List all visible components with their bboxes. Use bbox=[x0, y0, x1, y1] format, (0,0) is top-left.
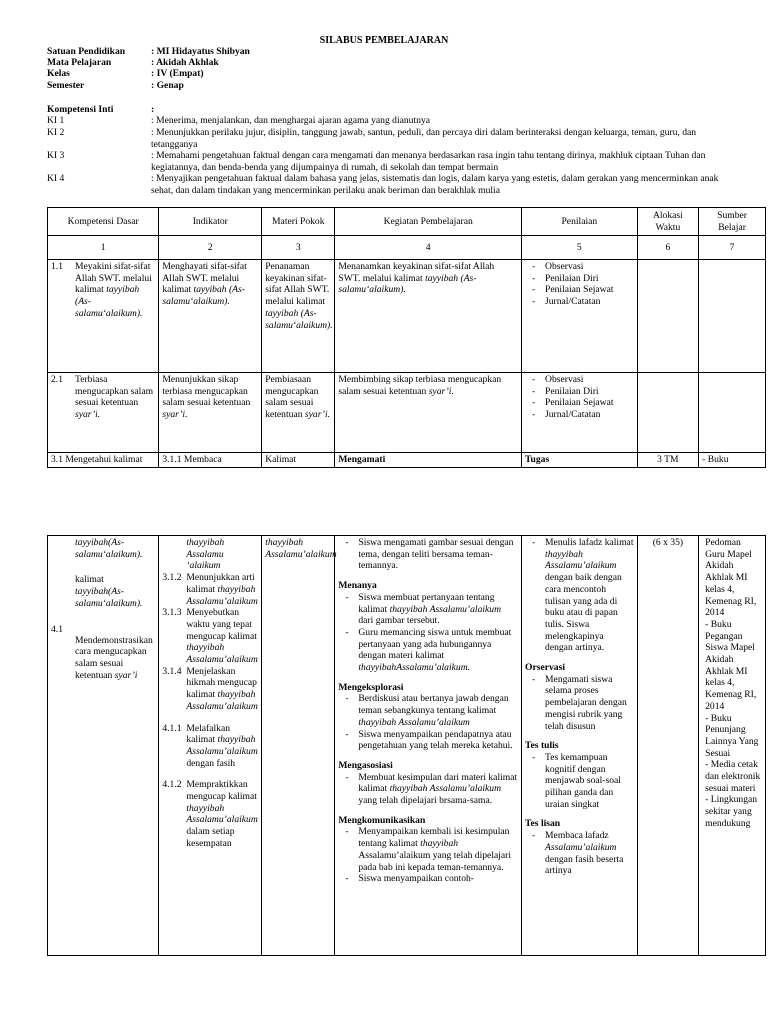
list-item: - Siswa membuat pertanyaan tentang kalimat thayyibah Assalamu’alaikum dari gambar tersebut. bbox=[358, 592, 518, 627]
materi-cell: Pembiasaan mengucapkan salam sesuai ketentuan syar’i. bbox=[262, 373, 335, 453]
header-sumber: Sumber Belajar bbox=[699, 208, 766, 236]
col-num-7: 7 bbox=[699, 236, 766, 260]
table-row bbox=[48, 536, 766, 956]
col-num-1: 1 bbox=[48, 236, 159, 260]
list-item: - Menulis lafadz kalimat thayyibah Assalamu’alaikum dengan baik dengan cara mencontoh tulisan yang ada di buku atau di papan tulis. Siswa melengkapinya dengan artinya. bbox=[545, 537, 634, 654]
syllabus-table-page1 bbox=[47, 207, 766, 468]
indikator-cell: Menunjukkan sikap terbiasa mengucapkan salam sesuai ketentuan syar’i. bbox=[159, 373, 262, 453]
list-item: - Membaca lafadz Assalamu’alaikum dengan fasih beserta artinya bbox=[545, 830, 634, 877]
list-item: - Mengamati siswa selama proses pembelajaran dengan mengisi rubrik yang telah disusun bbox=[545, 674, 634, 733]
sumber-cell bbox=[699, 373, 766, 453]
header-penilaian: Penilaian bbox=[522, 208, 638, 236]
indikator-cell: Menghayati sifat-sifat Allah SWT. melalui kalimat tayyibah (As-salamu‘alaikum). bbox=[159, 260, 262, 373]
header-kd: Kompetensi Dasar bbox=[48, 208, 159, 236]
col-num-2: 2 bbox=[159, 236, 262, 260]
materi-cell: Penanaman keyakinan sifat-sifat Allah SWT. melalui kalimat tayyibah (As-salamu‘alaikum). bbox=[262, 260, 335, 373]
table-row bbox=[48, 453, 766, 468]
meta-semester: Semester : Genap bbox=[47, 80, 184, 91]
kegiatan-cell: Mengamati bbox=[335, 453, 522, 468]
number-row bbox=[48, 236, 766, 260]
header-alokasi: Alokasi Waktu bbox=[637, 208, 699, 236]
header-indikator: Indikator bbox=[159, 208, 262, 236]
list-item: - Jurnal/Catatan bbox=[545, 409, 634, 421]
table-row bbox=[48, 260, 766, 373]
header-row bbox=[48, 208, 766, 236]
kegiatan-cell: Menanamkan keyakinan sifat-sifat Allah SWT. melalui kalimat tayyibah (As-salamu‘alaikum). bbox=[335, 260, 522, 373]
penilaian-cell bbox=[522, 536, 638, 956]
list-item: - Siswa mengamati gambar sesuai dengan tema, dengan teliti bersama teman-temannya. bbox=[358, 537, 518, 572]
meta-kelas: Kelas : IV (Empat) bbox=[47, 68, 204, 79]
list-item: - Penilaian Diri bbox=[545, 273, 634, 285]
section-mengasosiasi: Mengasosiasi bbox=[338, 759, 393, 771]
list-item: - Siswa menyampaikan pendapatnya atau pengetahuan yang telah mereka ketahui. bbox=[358, 729, 518, 752]
meta-satuan: Satuan Pendidikan : MI Hidayatus Shibyan bbox=[47, 46, 250, 57]
list-item: - Observasi bbox=[545, 261, 634, 273]
alokasi-cell: (6 x 35) bbox=[637, 536, 699, 956]
list-item: - Penilaian Diri bbox=[545, 386, 634, 398]
list-item: - Observasi bbox=[545, 374, 634, 386]
list-item: - Penilaian Sejawat bbox=[545, 284, 634, 296]
kegiatan-cell bbox=[335, 536, 522, 956]
alokasi-cell bbox=[637, 373, 699, 453]
list-item: - Tes kemampuan kognitif dengan menjawab soal-soal pilihan ganda dan uraian singkat bbox=[545, 752, 634, 811]
section-observasi: Orservasi bbox=[525, 662, 565, 674]
list-item: - Guru memancing siswa untuk membuat pertanyaan yang ada hubungannya dengan materi kalimat thayyibahAssalamu’alaikum. bbox=[358, 627, 518, 674]
kegiatan-cell: Membimbing sikap terbiasa mengucapkan salam sesuai ketentuan syar’i. bbox=[335, 373, 522, 453]
materi-cell: thayyibah Assalamu’alaikum bbox=[262, 536, 335, 956]
indikator-cell: thayyibah Assalamu ‘alaikum 3.1.2 Menunjukkan arti kalimat thayyibah Assalamu’alaikum 3.1.3 Menyebutkan waktu yang tepat mengucap kalimat thayyibah Assalamu’alaikum 3.1.4 Menjelaskan hikmah mengucap kalimat thayyibah Assalamu’alaikum 4.1.1 Melafalkan kalimat thayyibah Assalamu’alaikum dengan fasih 4.1.2 Mempraktikkan mengucap kalimat thayyibah Assalamu’alaikum dalam setiap kesempatan bbox=[159, 536, 262, 956]
section-tes-tulis: Tes tulis bbox=[525, 740, 559, 752]
penilaian-cell: Tugas bbox=[522, 453, 638, 468]
alokasi-cell bbox=[637, 260, 699, 373]
col-num-5: 5 bbox=[522, 236, 638, 260]
sumber-cell: Pedoman Guru Mapel Akidah Akhlak MI kelas 4, Kemenag RI, 2014 - Buku Pegangan Siswa Mapel Akidah Akhlak MI kelas 4, Kemenag RI, 2014 - Buku Penunjang Lainnya Yang Sesuai - Media cetak dan elektronik sesuai materi - Lingkungan sekitar yang mendukung bbox=[699, 536, 766, 956]
kd-cell: 2.1 Terbiasa mengucapkan salam sesuai ketentuan syar’i. bbox=[48, 373, 159, 453]
list-item: - Jurnal/Catatan bbox=[545, 296, 634, 308]
kd-cell: tayyibah(As-salamu‘alaikum). kalimat tayyibah(As-salamu‘alaikum). 4.1 Mendemonstrasikan cara mengucapkan salam sesuai ketentuan syar’i bbox=[48, 536, 159, 956]
syllabus-table-page2 bbox=[47, 535, 766, 956]
list-item: - Siswa menyampaikan contoh- bbox=[358, 873, 518, 885]
materi-cell: Kalimat bbox=[262, 453, 335, 468]
section-tes-lisan: Tes lisan bbox=[525, 818, 561, 830]
penilaian-cell bbox=[522, 373, 638, 453]
table-row bbox=[48, 373, 766, 453]
ki-heading: Kompetensi Inti : bbox=[47, 104, 155, 115]
section-mengkomunikasikan: Mengkomunikasikan bbox=[338, 814, 426, 826]
indikator-cell: 3.1.1 Membaca bbox=[159, 453, 262, 468]
list-item: - Berdiskusi atau bertanya jawab dengan teman sebangkunya tentang kalimat thayyibah Assalamu’alaikum bbox=[358, 693, 518, 728]
page-title: SILABUS PEMBELAJARAN bbox=[319, 35, 449, 46]
header-materi: Materi Pokok bbox=[262, 208, 335, 236]
sumber-cell bbox=[699, 260, 766, 373]
col-num-3: 3 bbox=[262, 236, 335, 260]
section-menanya: Menanya bbox=[338, 580, 377, 592]
list-item: - Penilaian Sejawat bbox=[545, 397, 634, 409]
col-num-6: 6 bbox=[637, 236, 699, 260]
list-item: - Menyampaikan kembali isi kesimpulan tentang kalimat thayyibah Assalamu’alaikum yang telah dipelajari pada bab ini kepada teman-temannya. bbox=[358, 826, 518, 873]
alokasi-cell: 3 TM bbox=[637, 453, 699, 468]
meta-mapel: Mata Pelajaran : Akidah Akhlak bbox=[47, 57, 219, 68]
kd-cell: 1.1 Meyakini sifat-sifat Allah SWT. melalui kalimat tayyibah (As-salamu‘alaikum). bbox=[48, 260, 159, 373]
col-num-4: 4 bbox=[335, 236, 522, 260]
kd-cell: 3.1 Mengetahui kalimat bbox=[48, 453, 159, 468]
penilaian-cell bbox=[522, 260, 638, 373]
header-kegiatan: Kegiatan Pembelajaran bbox=[335, 208, 522, 236]
section-mengeksplorasi: Mengeksplorasi bbox=[338, 681, 404, 693]
list-item: - Membuat kesimpulan dari materi kalimat kalimat thayyibah Assalamu’alaikum yang telah dipelajari brsama-sama. bbox=[358, 772, 518, 807]
sumber-cell: - Buku bbox=[699, 453, 766, 468]
